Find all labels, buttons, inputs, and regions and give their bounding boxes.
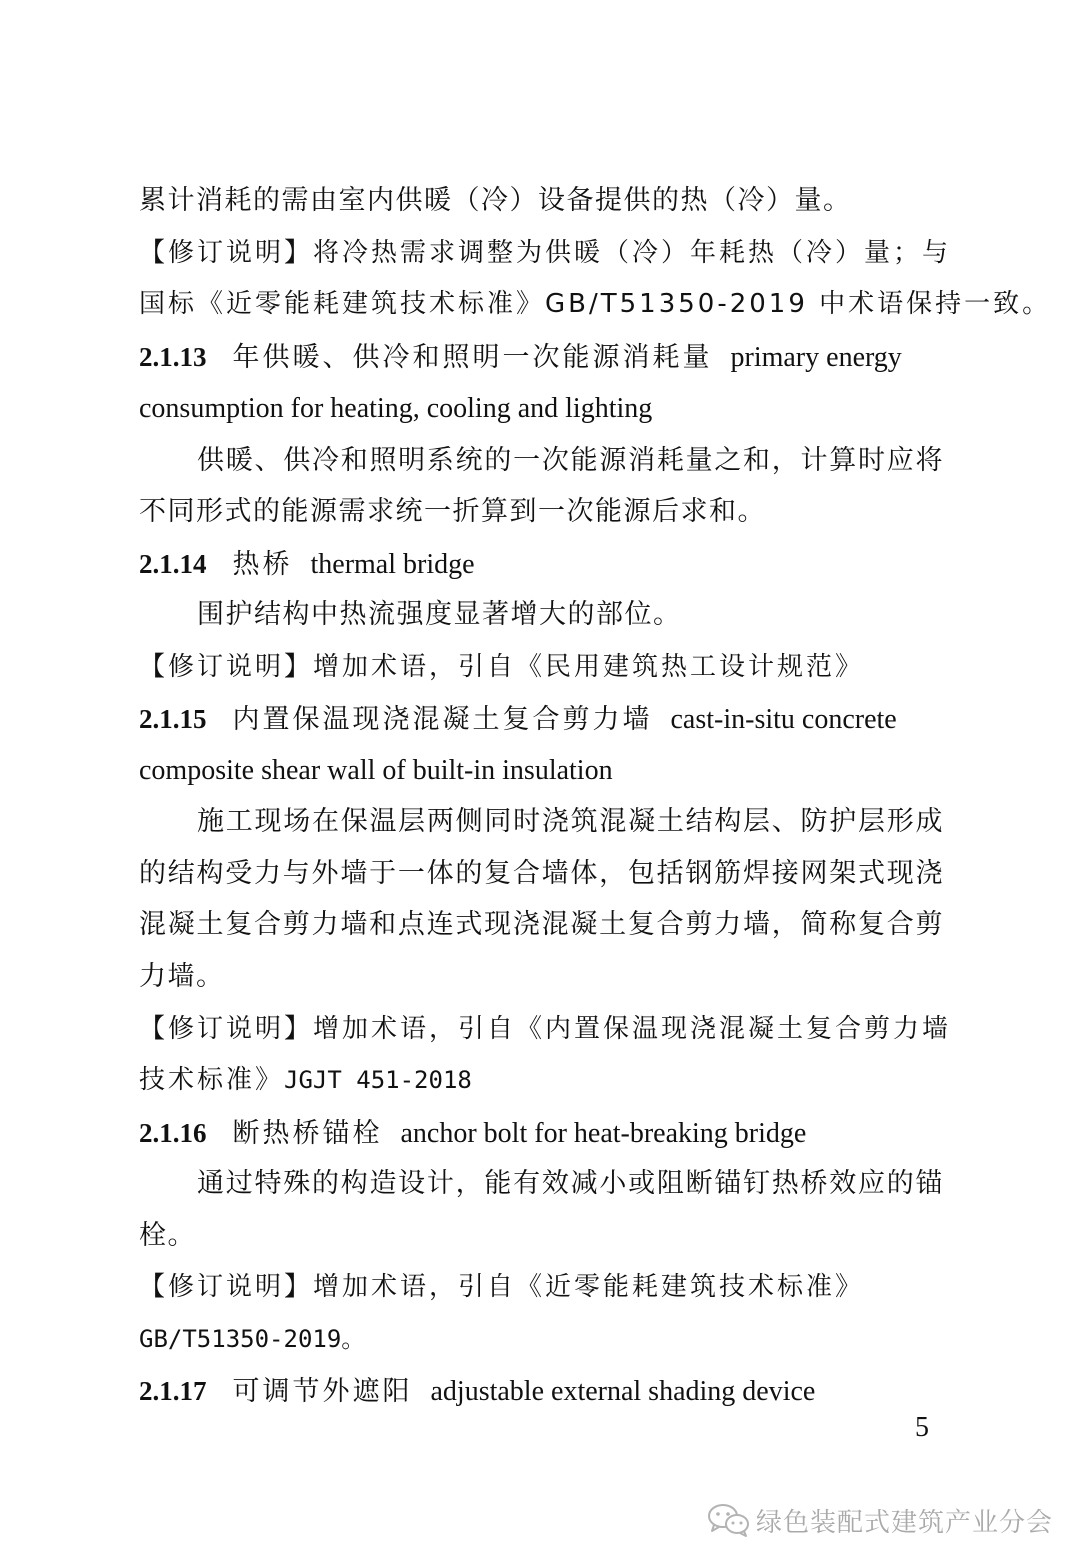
term-heading-2-1-17 (139, 1373, 944, 1409)
term-english: cast-in-situ concrete (670, 704, 897, 735)
term-english: thermal bridge (310, 549, 475, 580)
revision-note-text: 技术标准》 (139, 1065, 285, 1095)
paragraph-line: 施工现场在保温层两侧同时浇筑混凝土结构层、防护层形成 (197, 806, 944, 837)
paragraph-line: 累计消耗的需由室内供暖（冷）设备提供的热（冷）量。 (139, 185, 852, 216)
page-number: 5 (915, 1412, 929, 1443)
paragraph-line: 力墙。 (139, 961, 225, 992)
term-english-continuation: consumption for heating, cooling and lighting (139, 393, 653, 424)
revision-note-line (139, 1062, 944, 1098)
term-chinese: 内置保温现浇混凝土复合剪力墙 (232, 704, 653, 735)
term-number: 2.1.16 (139, 1118, 207, 1148)
term-number: 2.1.15 (139, 704, 207, 734)
term-heading-2-1-16 (139, 1115, 944, 1151)
revision-note-line: 【修订说明】将冷热需求调整为供暖（冷）年耗热（冷）量；与 (139, 238, 952, 268)
term-chinese: 断热桥锚栓 (232, 1118, 383, 1149)
paragraph-line: 的结构受力与外墙于一体的复合墙体，包括钢筋焊接网架式现浇 (139, 858, 944, 889)
revision-note-line: 【修订说明】增加术语，引自《近零能耗建筑技术标准》 (139, 1272, 865, 1302)
paragraph-line: 栓。 (139, 1220, 196, 1251)
term-english-continuation: composite shear wall of built-in insulation (139, 755, 613, 786)
term-chinese: 年供暖、供冷和照明一次能源消耗量 (232, 342, 713, 373)
standard-code: GB/T51350-2019。 (139, 1325, 366, 1353)
term-english: adjustable external shading device (430, 1376, 816, 1407)
watermark (706, 1500, 1053, 1540)
wechat-icon (706, 1502, 752, 1538)
paragraph-line: 混凝土复合剪力墙和点连式现浇混凝土复合剪力墙，简称复合剪 (139, 909, 944, 940)
revision-note-line: 【修订说明】增加术语，引自《内置保温现浇混凝土复合剪力墙 (139, 1014, 952, 1044)
revision-note-line: 【修订说明】增加术语，引自《民用建筑热工设计规范》 (139, 652, 865, 682)
paragraph-line: 围护结构中热流强度显著增大的部位。 (197, 599, 682, 630)
paragraph-line: 通过特殊的构造设计，能有效减小或阻断锚钉热桥效应的锚 (197, 1168, 944, 1199)
watermark-text: 绿色装配式建筑产业分会 (756, 1507, 1054, 1538)
term-chinese: 热桥 (232, 549, 293, 580)
term-english: primary energy (730, 342, 902, 373)
term-number: 2.1.17 (139, 1376, 207, 1406)
term-heading-2-1-15 (139, 701, 944, 737)
paragraph-line: 供暖、供冷和照明系统的一次能源消耗量之和，计算时应将 (197, 445, 944, 476)
revision-note-line: 国标《近零能耗建筑技术标准》GB/T51350-2019 中术语保持一致。 (139, 289, 1052, 319)
paragraph-line: 不同形式的能源需求统一折算到一次能源后求和。 (139, 496, 766, 527)
term-english: anchor bolt for heat-breaking bridge (400, 1118, 807, 1149)
term-chinese: 可调节外遮阳 (232, 1376, 413, 1407)
term-heading-2-1-14 (139, 546, 944, 582)
term-heading-2-1-13 (139, 339, 944, 375)
standard-code: JGJT 451-2018 (284, 1066, 472, 1094)
term-number: 2.1.14 (139, 549, 207, 579)
term-number: 2.1.13 (139, 342, 207, 372)
